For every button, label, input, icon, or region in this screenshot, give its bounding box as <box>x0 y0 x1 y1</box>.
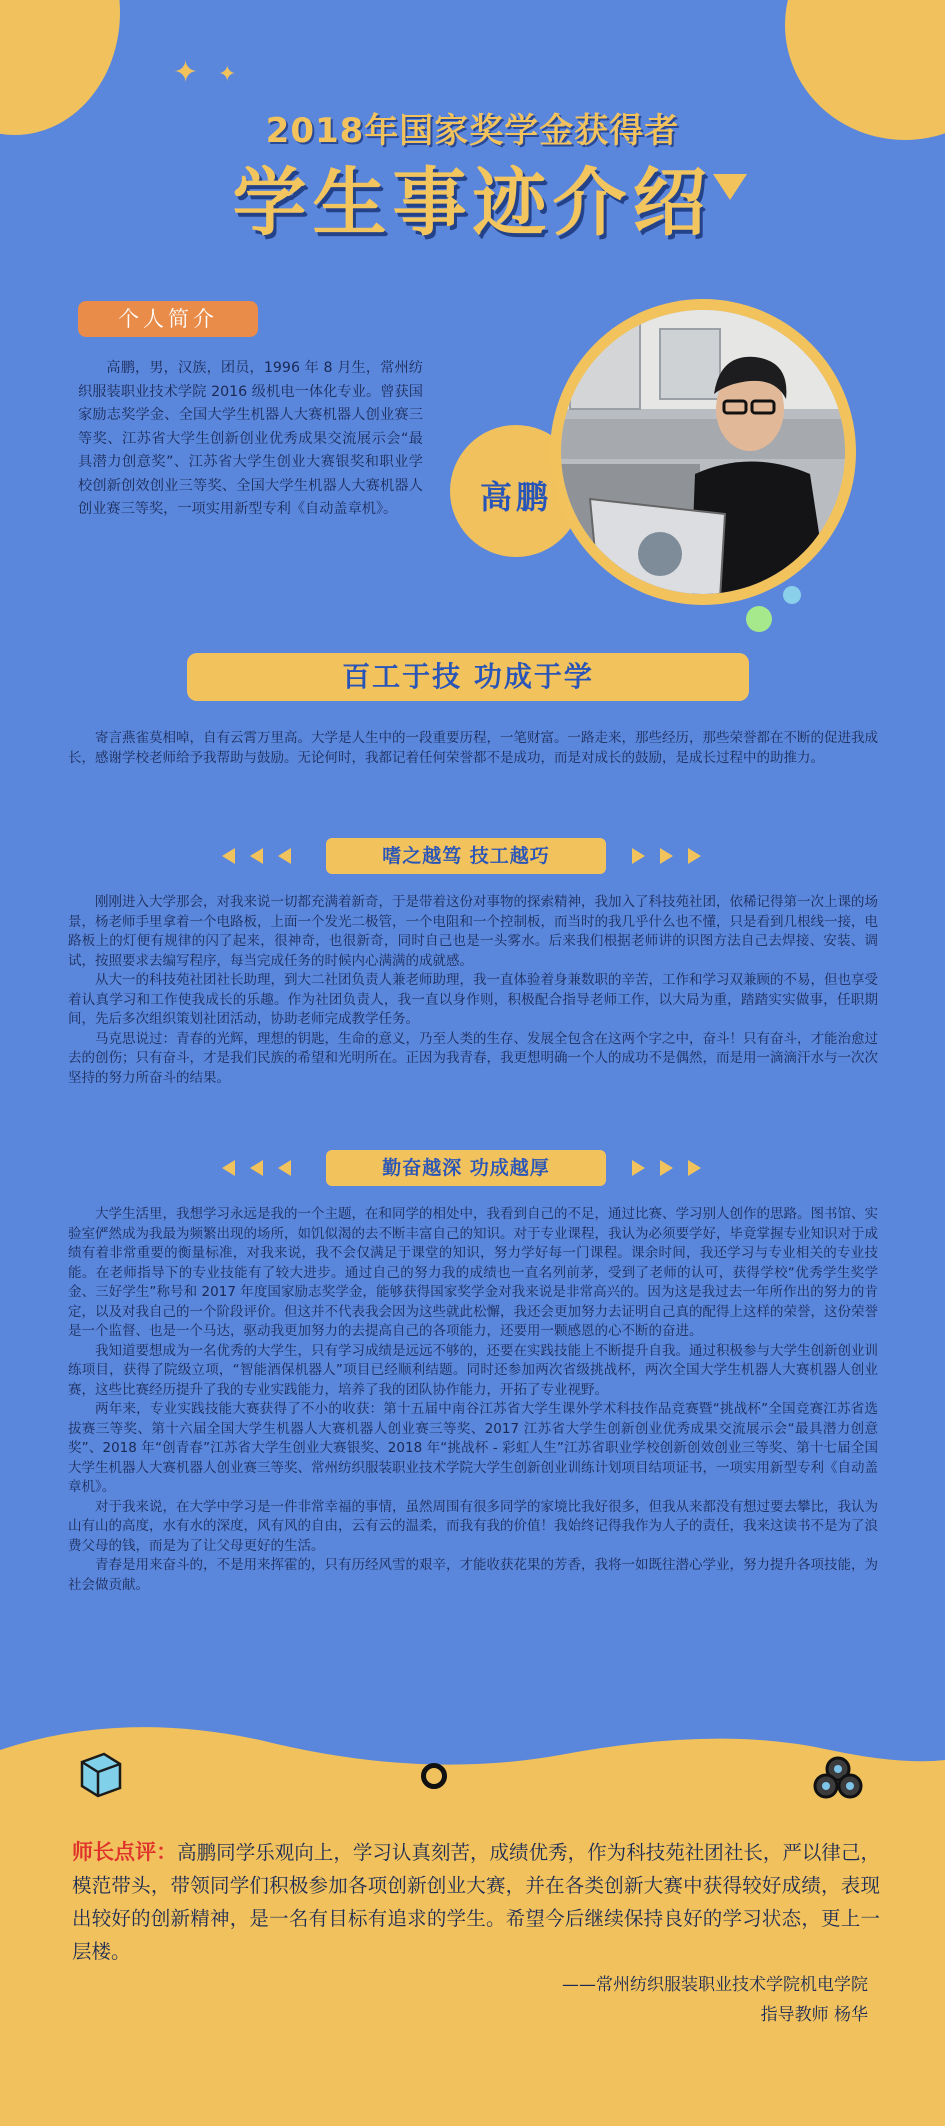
section-1-paragraph: 马克思说过：青春的光辉，理想的钥匙，生命的意义，乃至人类的生存、发展全包含在这两个字之中，奋斗！只有奋斗，才能治愈过去的创伤；只有奋斗，才是我们民族的希望和光明所在。正因为我青春，我更想明确一个人的成功不是偶然，而是用一滴滴汗水与一次次坚持的努力所奋斗的结果。 <box>68 1030 878 1086</box>
arrow-left-icon <box>250 848 263 864</box>
signature-org: ——常州纺织服装职业技术学院机电学院 <box>562 1975 868 1995</box>
arrow-right-icon <box>660 1160 673 1176</box>
comment-label: 师长点评： <box>72 1840 178 1864</box>
comment-text: 高鹏同学乐观向上，学习认真刻苦，成绩优秀，作为科技苑社团社长，严以律己，模范带头，带领同学们积极参加各项创新创业大赛，并在各类创新大赛中获得较好成绩，表现出较好的创新精神，是一名有目标有追求的学生。希望今后继续保持良好的学习状态，更上一层楼。 <box>72 1841 880 1963</box>
year-title: 2018年国家奖学金获得者 <box>265 111 680 151</box>
sparkle-icon: ✦ <box>173 55 199 90</box>
teacher-comment <box>72 1836 880 1968</box>
section-2-body <box>68 1205 878 1595</box>
student-photo <box>550 299 856 605</box>
section-1-paragraph: 从大一的科技苑社团社长助理，到大二社团负责人兼老师助理，我一直体验着身兼数职的辛苦，工作和学习双兼顾的不易，但也享受着认真学习和工作使我成长的乐趣。作为社团负责人，我一直以身作则，积极配合指导老师工作，以大局为重，踏踏实实做事，任职期间，先后多次组织策划社团活动，协助老师完成教学任务。 <box>68 972 878 1027</box>
arrow-right-icon <box>632 848 645 864</box>
title-triangle-icon <box>713 174 747 200</box>
arrow-left-icon <box>222 1160 235 1176</box>
profile-bio: 高鹏，男，汉族，团员，1996 年 8 月生，常州纺织服装职业技术学院 2016 级机电一体化专业。曾获国家励志奖学金、全国大学生机器人大赛机器人创业赛三等奖、江苏省大学生创新创业优秀成果交流展示会“最具潜力创意奖”、江苏省大学生创业大赛银奖和职业学校创新创效创业三等奖、全国大学生机器人大赛机器人创业赛三等奖，一项实用新型专利《自动盖章机》。 <box>78 360 423 517</box>
dot-decoration <box>746 606 772 632</box>
section-2-paragraph: 大学生活里，我想学习永远是我的一个主题，在和同学的相处中，我看到自己的不足，通过比赛、学习别人创作的思路。图书馆、实验室俨然成为我最为频繁出现的场所，如饥似渴的去不断丰富自己的知识。对于专业课程，我认为必须要学好，毕竟掌握专业知识对于成绩有着非常重要的衡量标准，对我来说，我不会仅满足于课堂的知识，努力学好每一门课程。课余时间，我还学习与专业相关的专业技能。在老师指导下的专业技能有了较大进步。通过自己的努力我的成绩也一直名列前茅，受到了老师的认可，获得学校“优秀学生奖学金、三好学生”称号和 2017 年度国家励志奖学金，能够获得国家奖学金对我来说是非常高兴的。因为这是我过去一年所作出的努力的肯定，以及对我自己的一个阶段评价。但这并不代表我会因为这些就此松懈，我还会更加努力去证明自己真的配得上这样的荣誉，这份荣誉是一个监督、也是一个马达，驱动我更加努力的去提高自己的各项能力，还要用一颗感恩的心不断的奋进。 <box>68 1206 878 1339</box>
profile-label: 个人简介 <box>118 307 218 331</box>
main-title: 学生事迹介绍 <box>232 160 713 246</box>
ring-icon <box>421 1763 447 1789</box>
arrow-right-icon <box>660 848 673 864</box>
flower-icon <box>813 1756 863 1804</box>
cube-icon <box>74 1748 126 1800</box>
section-2-paragraph: 对于我来说，在大学中学习是一件非常幸福的事情，虽然周围有很多同学的家境比我好很多，但我从来都没有想过要去攀比，我认为山有山的高度，水有水的深度，风有风的自由，云有云的温柔，而我有我的价值！我始终记得我作为人子的责任，我来这读书不是为了浪费父母的钱，而是为了让父母更好的生活。 <box>68 1498 878 1554</box>
student-name: 高鹏 <box>479 478 552 516</box>
dot-decoration <box>783 586 801 604</box>
section-1-body <box>68 893 878 1088</box>
arrow-left-icon <box>250 1160 263 1176</box>
section-2-paragraph: 两年来，专业实践技能大赛获得了不小的收获：第十五届中南谷江苏省大学生课外学术科技作品竞赛暨“挑战杯”全国竞赛江苏省选拔赛三等奖、第十六届全国大学生机器人大赛机器人创业赛三等奖、2017 江苏省大学生创新创业优秀成果交流展示会“最具潜力创意奖”、2018 年“创青春”江苏省大学生创业大赛银奖、2018 年“挑战杯 - 彩虹人生”江苏省职业学校创新创效创业三等奖、第十七届全国大学生机器人大赛机器人创业赛三等奖、常州纺织服装职业技术学院大学生创新创业训练计划项目结项证书，一项实用新型专利《自动盖章机》。 <box>68 1401 878 1495</box>
section-1-title: 嗜之越笃 技工越巧 <box>326 838 606 874</box>
section-2-paragraph: 青春是用来奋斗的，不是用来挥霍的，只有历经风雪的艰辛，才能收获花果的芳香，我将一如既往潜心学业，努力提升各项技能，为社会做贡献。 <box>68 1557 878 1593</box>
arrow-right-icon <box>688 848 701 864</box>
section-2-paragraph: 我知道要想成为一名优秀的大学生，只有学习成绩是远远不够的，还要在实践技能上不断提升自我。通过积极参与大学生创新创业训练项目，获得了院级立项，“智能酒保机器人”项目已经顺利结题。同时还参加两次省级挑战杯，两次全国大学生机器人大赛机器人创业赛，这些比赛经历提升了我的专业实践能力，培养了我的团队协作能力，开拓了专业视野。 <box>68 1342 878 1398</box>
arrow-right-icon <box>632 1160 645 1176</box>
arrow-left-icon <box>278 848 291 864</box>
section-1-paragraph: 刚刚进入大学那会，对我来说一切都充满着新奇，于是带着这份对事物的探索精神，我加入了科技苑社团，依稀记得第一次上课的场景，杨老师手里拿着一个电路板，上面一个发光二极管，一个电阻和一个控制板，而当时的我几乎什么也不懂，只是看到几根线一接，电路板上的灯便有规律的闪了起来，很神奇，也很新奇，同时自己也是一头雾水。后来我们根据老师讲的识图方法自己去焊接、安装、调试，按照要求去编写程序，每当完成任务的时候内心满满的成就感。 <box>68 894 878 969</box>
motto-banner: 百工于技 功成于学 <box>187 653 749 701</box>
motto-intro: 寄言燕雀莫相啅，自有云霄万里高。大学是人生中的一段重要历程，一笔财富。一路走来，那些经历，那些荣誉都在不断的促进我成长，感谢学校老师给予我帮助与鼓励。无论何时，我都记着任何荣誉都不是成功，而是对成长的鼓励，是成长过程中的助推力。 <box>68 730 878 766</box>
arrow-left-icon <box>222 848 235 864</box>
arrow-right-icon <box>688 1160 701 1176</box>
sparkle-icon: ✦ <box>218 62 237 87</box>
section-2-title: 勤奋越深 功成越厚 <box>326 1150 606 1186</box>
signature-person: 指导教师 杨华 <box>760 2005 868 2025</box>
arrow-left-icon <box>278 1160 291 1176</box>
